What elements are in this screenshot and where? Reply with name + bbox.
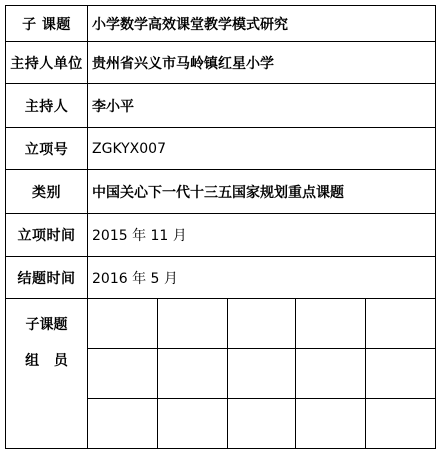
- member-cell: [228, 299, 296, 349]
- end-time-row: [6, 257, 436, 299]
- member-cell: [366, 399, 436, 449]
- member-cell: [158, 299, 228, 349]
- member-cell: [228, 349, 296, 399]
- host-value: 李小平: [88, 84, 436, 128]
- member-cell: [296, 399, 366, 449]
- start-time-label: 立项时间: [6, 214, 88, 257]
- subproject-value: 小学数学高效课堂教学模式研究: [88, 6, 436, 42]
- member-cell: [88, 299, 158, 349]
- members-label: [6, 299, 88, 449]
- host-unit-value: 贵州省兴义市马岭镇红星小学: [88, 42, 436, 84]
- members-label-line1: 子课题: [25, 317, 68, 333]
- member-cell: [366, 349, 436, 399]
- project-info-form: [5, 5, 435, 446]
- category-label: 类别: [6, 170, 88, 214]
- host-unit-label: 主持人单位: [6, 42, 88, 84]
- member-cell: [366, 299, 436, 349]
- member-cell: [158, 399, 228, 449]
- host-label: 主持人: [6, 84, 88, 128]
- subproject-row: [6, 6, 436, 42]
- member-cell: [296, 299, 366, 349]
- project-no-row: [6, 128, 436, 170]
- category-row: [6, 170, 436, 214]
- member-cell: [158, 349, 228, 399]
- category-value: 中国关心下一代十三五国家规划重点课题: [88, 170, 436, 214]
- subproject-label: 子 课题: [6, 6, 88, 42]
- host-unit-row: [6, 42, 436, 84]
- member-cell: [88, 399, 158, 449]
- member-cell: [296, 349, 366, 399]
- project-no-label: 立项号: [6, 128, 88, 170]
- members-label-line2: 组 员: [25, 353, 68, 369]
- project-no-value: ZGKYX007: [88, 128, 436, 170]
- host-row: [6, 84, 436, 128]
- members-row-1: [6, 299, 436, 349]
- end-time-value: 2016 年 5 月: [88, 257, 436, 299]
- project-info-table: [5, 5, 436, 449]
- member-cell: [88, 349, 158, 399]
- start-time-row: [6, 214, 436, 257]
- start-time-value: 2015 年 11 月: [88, 214, 436, 257]
- end-time-label: 结题时间: [6, 257, 88, 299]
- member-cell: [228, 399, 296, 449]
